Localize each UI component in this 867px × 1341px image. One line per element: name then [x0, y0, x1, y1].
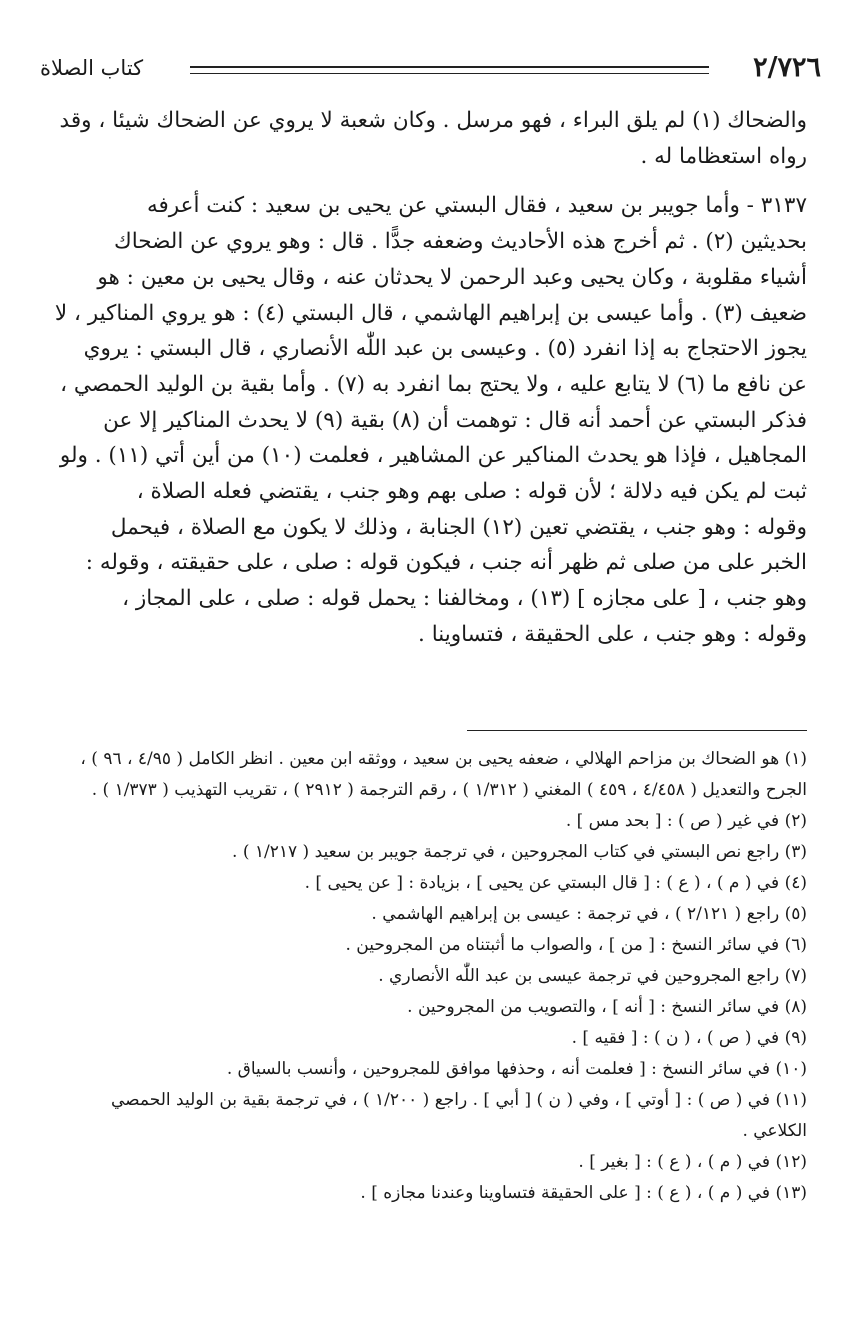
header-rule: [190, 66, 709, 74]
paragraph-2: [40, 188, 807, 652]
footnote: (١١) في ( ص ) : [ أوتي ] ، وفي ( ن ) [ أبي ] . راجع ( ١/٢٠٠ ) ، في ترجمة بقية بن الوليد الحمصي: [111, 1090, 807, 1110]
text-line: وقوله : وهو جنب ، على الحقيقة ، فتساوينا .: [418, 621, 807, 647]
text-line: فذكر البستي عن أحمد أنه قال : توهمت أن (٨) بقية (٩) لا يحدث المناكير إلا عن: [103, 407, 807, 433]
text-line: وقوله : وهو جنب ، يقتضي تعين (١٢) الجنابة ، وذلك لا يكون مع الصلاة ، فيحمل: [110, 514, 807, 540]
footnote: (٩) في ( ص ) ، ( ن ) : [ فقيه ] .: [571, 1028, 807, 1048]
footnote: (٣) راجع نص البستي في كتاب المجروحين ، في ترجمة جويبر بن سعيد ( ١/٢١٧ ) .: [232, 842, 807, 862]
footnote: (١٢) في ( م ) ، ( ع ) : [ بغير ] .: [578, 1152, 807, 1172]
footnote: (١٠) في سائر النسخ : [ فعلمت أنه ، وحذفها موافق للمجروحين ، وأنسب بالسياق .: [226, 1059, 807, 1079]
footnote: (٢) في غير ( ص ) : [ بحد مس ] .: [565, 811, 807, 831]
footnote: (٥) راجع ( ٢/١٢١ ) ، في ترجمة : عيسى بن إبراهيم الهاشمي .: [371, 904, 807, 924]
book-title: كتاب الصلاة: [40, 56, 144, 80]
text-line: والضحاك (١) لم يلق البراء ، فهو مرسل . وكان شعبة لا يروي عن الضحاك شيئا ، وقد: [59, 108, 807, 133]
footnote: (٧) راجع المجروحين في ترجمة عيسى بن عبد اللّٰه الأنصاري .: [378, 966, 807, 986]
page-number: ٢/٧٢٦: [753, 52, 821, 83]
text-line: بحديثين (٢) . ثم أخرج هذه الأحاديث وضعفه جدًّا . قال : وهو يروي عن الضحاك: [114, 229, 807, 255]
footnote: (١٣) في ( م ) ، ( ع ) : [ على الحقيقة فتساوينا وعندنا مجازه ] .: [360, 1183, 807, 1203]
text-line: عن نافع ما (٦) لا يتابع عليه ، ولا يحتج بما انفرد به (٧) . وأما بقية بن الوليد الحمصي ،: [60, 371, 807, 397]
text-line: رواه استعظاما له .: [640, 143, 807, 169]
footnote: (١) هو الضحاك بن مزاحم الهلالي ، ضعفه يحيى بن سعيد ، ووثقه ابن معين . انظر الكامل ( ٤/٩٥ ، ٩٦ ) ،: [80, 749, 807, 769]
footnotes: [40, 744, 807, 1209]
footnote: (٤) في ( م ) ، ( ع ) : [ قال البستي عن يحيى ] ، بزيادة : [ عن يحيى ] .: [304, 873, 807, 893]
page-header: [40, 48, 827, 88]
footnote: (٦) في سائر النسخ : [ من ] ، والصواب ما أثبتناه من المجروحين .: [345, 935, 807, 955]
text-line: يجوز الاحتجاج به إذا انفرد (٥) . وعيسى بن عبد اللّٰه الأنصاري ، قال البستي : يروي: [83, 336, 807, 362]
paragraph-1: [40, 103, 807, 174]
footnote: (٨) في سائر النسخ : [ أنه ] ، والتصويب من المجروحين .: [407, 997, 807, 1017]
text-line: ثبت لم يكن فيه دلالة ؛ لأن قوله : صلى بهم وهو جنب ، يقتضي فعله الصلاة ،: [136, 479, 807, 505]
main-text: [40, 103, 807, 653]
text-line: وهو جنب ، [ على مجازه ] (١٣) ، ومخالفنا : يحمل قوله : صلى ، على المجاز ،: [122, 586, 807, 612]
footnote: الكلاعي .: [742, 1121, 807, 1141]
text-line: ضعيف (٣) . وأما عيسى بن إبراهيم الهاشمي ، قال البستي (٤) : هو يروي المناكير ، لا: [54, 300, 807, 326]
footnote: الجرح والتعديل ( ٤/٤٥٨ ، ٤٥٩ ) المغني ( ١/٣١٢ ) ، رقم الترجمة ( ٢٩١٢ ) ، تقريب التهذيب ( ١/٣٧٣ ) .: [91, 780, 807, 800]
text-line: أشياء مقلوبة ، وكان يحيى وعبد الرحمن لا يحدثان عنه ، وقال يحيى بن معين : هو: [97, 264, 807, 290]
text-line: ٣١٣٧ - وأما جويبر بن سعيد ، فقال البستي عن يحيى بن سعيد : كنت أعرفه: [146, 193, 807, 219]
text-line: المجاهيل ، فإذا هو يحدث المناكير عن المشاهير ، فعلمت (١٠) من أين أتي (١١) . ولو: [59, 443, 807, 469]
footnote-separator: [467, 730, 807, 731]
text-line: الخبر على من صلى ثم ظهر أنه جنب ، فيكون قوله : صلى ، على حقيقته ، وقوله :: [85, 550, 807, 576]
